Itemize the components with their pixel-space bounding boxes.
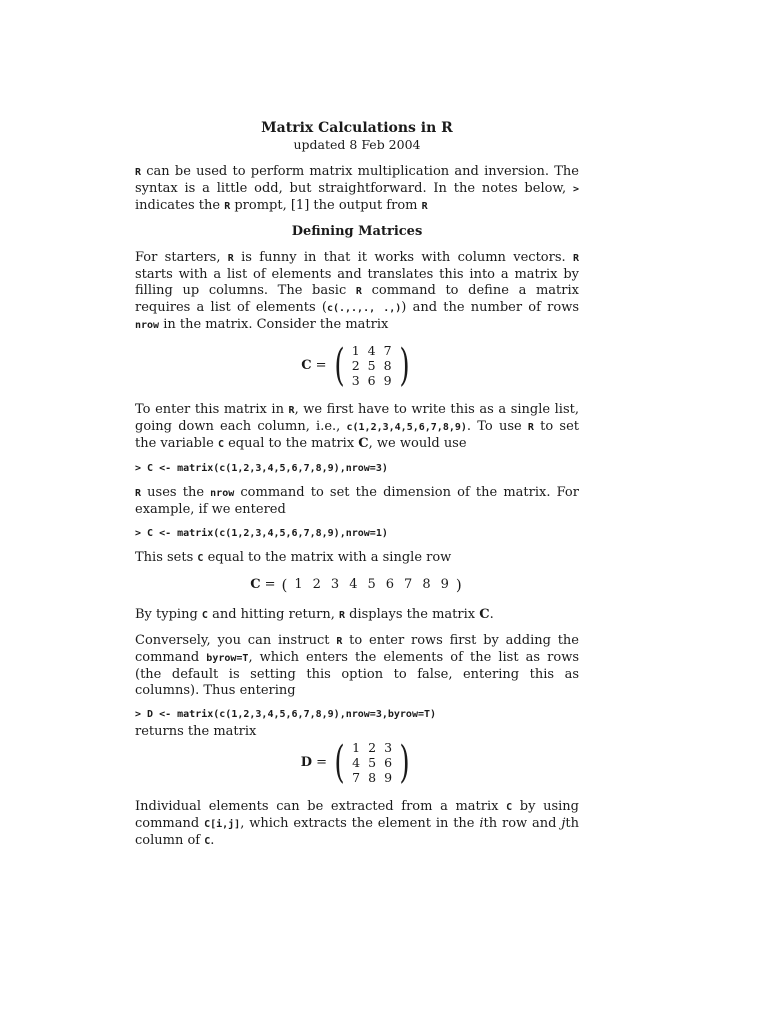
document-page	[135, 120, 579, 859]
code-line-3: > D <- matrix(c(1,2,3,4,5,6,7,8,9),nrow=3,byrow=T)	[135, 709, 437, 720]
row-matrix-cells: 1 2 3 4 5 6 7 8 9	[294, 577, 449, 592]
code-line-2: > C <- matrix(c(1,2,3,4,5,6,7,8,9),nrow=1)	[135, 528, 388, 539]
paragraph-6: Conversely, you can instruct R to enter rows first by adding the command byrow=T, which enters the elements of the list as rows (the default is setting this option to false, entering this as columns). Thus entering	[135, 633, 580, 698]
paragraph-1: For starters, R is funny in that it works with column vectors. R starts with a list of elements and translates this into a matrix by filling up columns. The basic R command to define a matrix requires a list of elements (c(.,.,., .,)) and the number of rows nrow in the matrix. Consider the matrix	[135, 250, 579, 332]
paragraph-7: returns the matrix	[135, 724, 257, 739]
matrix-d-display: D = ( 1 2 3 4 5 6 7 8 9 )	[300, 736, 410, 788]
matrix-c-table: 1 4 7 2 5 8 3 6 9	[351, 343, 392, 388]
intro-paragraph: R can be used to perform matrix multiplication and inversion. The syntax is a little odd, but straightforward. In the notes below, > indicates the R prompt, [1] the output from R	[135, 164, 579, 213]
row-matrix-display: C = ( 1 2 3 4 5 6 7 8 9 )	[250, 576, 462, 594]
equals-sign: =	[315, 357, 327, 373]
paragraph-4: This sets C equal to the matrix with a single row	[135, 550, 452, 565]
code-line-1: > C <- matrix(c(1,2,3,4,5,6,7,8,9),nrow=3)	[135, 463, 388, 474]
paragraph-8: Individual elements can be extracted from a matrix C by using command C[i,j], which extracts the element in the ith row and jth column of C.	[135, 799, 579, 848]
left-paren: (	[333, 339, 345, 391]
section-heading: Defining Matrices	[291, 224, 423, 239]
matrix-d-table: 1 2 3 4 5 6 7 8 9	[352, 740, 393, 785]
paragraph-5: By typing C and hitting return, R displays the matrix C.	[135, 607, 494, 622]
matrix-c-display	[135, 339, 579, 391]
right-paren: )	[398, 339, 410, 391]
matrix-label: C	[301, 357, 312, 373]
document-date: updated 8 Feb 2004	[293, 137, 421, 152]
paragraph-2: To enter this matrix in R, we first have to write this as a single list, going down each column, i.e., c(1,2,3,4,5,6,7,8,9). To use R to set the variable C equal to the matrix C, we would use	[135, 402, 579, 451]
paragraph-3: R uses the nrow command to set the dimension of the matrix. For example, if we entered	[135, 485, 579, 517]
document-title: Matrix Calculations in R	[261, 120, 453, 136]
